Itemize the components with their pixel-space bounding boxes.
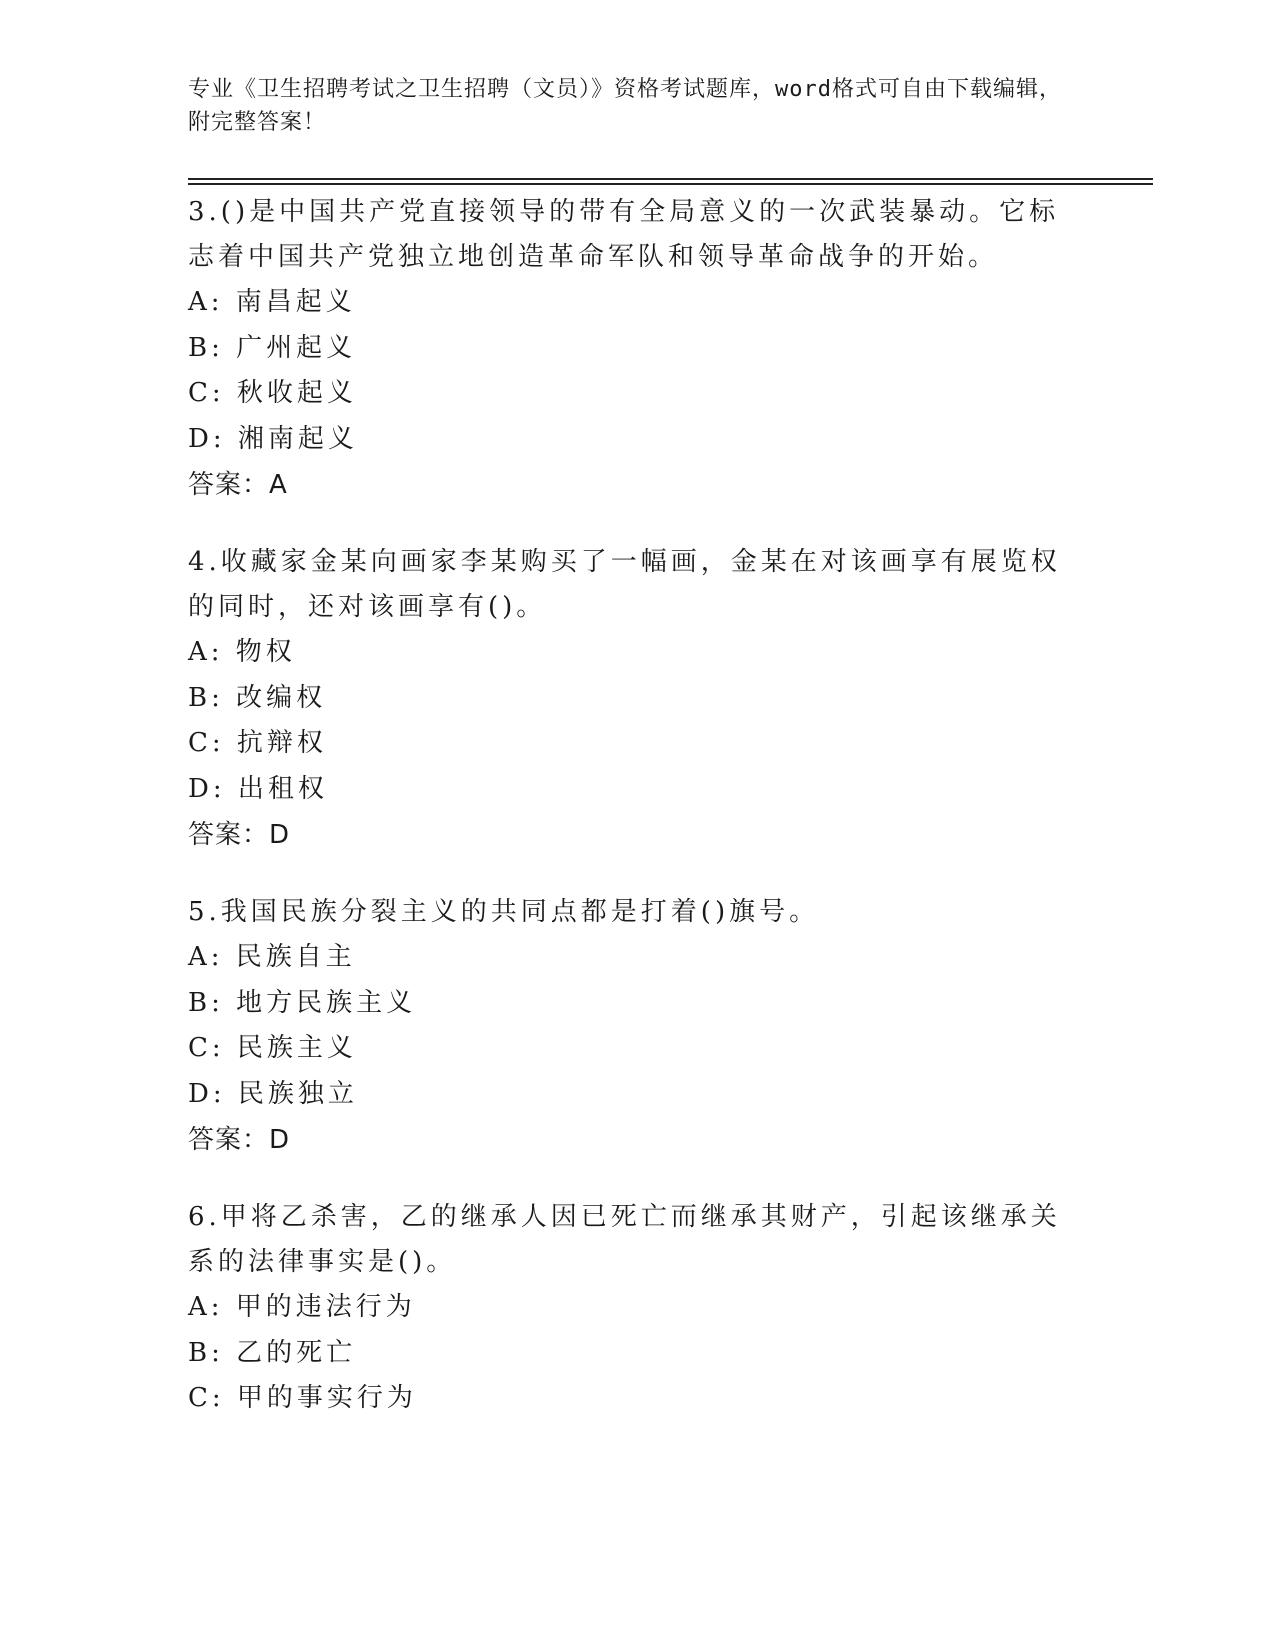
answer-label: 答案：D	[188, 820, 291, 850]
option-b: B: 改编权	[188, 682, 327, 713]
question-stem: 3.()是中国共产党直接领导的带有全局意义的一次武装暴动。它标志着中国共产党独立地创造革命军队和领导革命战争的开始。	[188, 197, 1060, 272]
header-divider-bottom	[188, 183, 1153, 185]
option-d: D: 出租权	[188, 773, 328, 804]
option-c: C: 抗辩权	[188, 728, 327, 758]
question-5	[188, 890, 1068, 1163]
answer-label: 答案：A	[188, 470, 288, 500]
question-3	[188, 190, 1068, 508]
option-a: A: 南昌起义	[188, 287, 356, 317]
document-header: 专业《卫生招聘考试之卫生招聘（文员）》资格考试题库，word格式可自由下载编辑，附完整答案！	[188, 77, 1062, 135]
header-divider-top	[188, 178, 1153, 180]
option-b: B: 乙的死亡	[188, 1337, 357, 1368]
option-d: D: 湘南起义	[188, 423, 358, 454]
question-stem: 6.甲将乙杀害，乙的继承人因已死亡而继承其财产，引起该继承关系的法律事实是()。	[188, 1202, 1061, 1277]
question-stem: 5.我国民族分裂主义的共同点都是打着()旗号。	[188, 897, 820, 927]
question-6	[188, 1195, 1068, 1422]
option-d: D: 民族独立	[188, 1078, 358, 1109]
option-a: A: 甲的违法行为	[188, 1292, 416, 1322]
question-4	[188, 540, 1068, 858]
answer-label: 答案：D	[188, 1125, 291, 1155]
question-stem: 4.收藏家金某向画家李某购买了一幅画，金某在对该画享有展览权的同时，还对该画享有()。	[188, 547, 1061, 622]
option-c: C: 民族主义	[188, 1033, 357, 1063]
question-list	[188, 190, 1068, 1454]
option-a: A: 物权	[188, 637, 296, 667]
option-b: B: 广州起义	[188, 332, 357, 363]
option-a: A: 民族自主	[188, 942, 356, 972]
option-c: C: 甲的事实行为	[188, 1383, 417, 1413]
option-c: C: 秋收起义	[188, 378, 357, 408]
option-b: B: 地方民族主义	[188, 987, 417, 1018]
